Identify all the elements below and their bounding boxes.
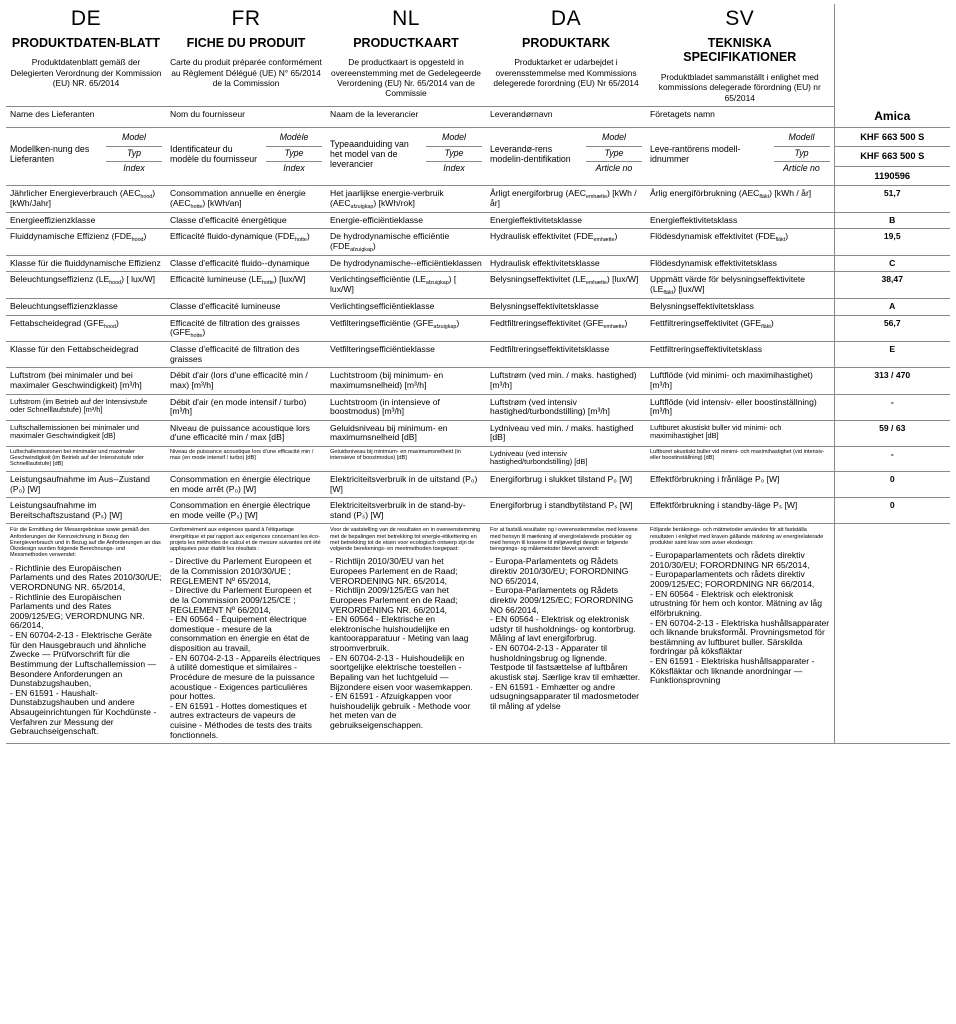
language-subtitle-da: Produktarket er udarbejdet i overensstemmelse med Kommissions delegerede forordning (EU) Nr 65/2014 bbox=[493, 57, 639, 88]
row-label-da-text: Leverandø-rens modelin-dentifikation bbox=[490, 143, 571, 164]
footnote-value-cell bbox=[834, 524, 950, 744]
row-label-da: Energiforbrug i standbytilstand Pₛ [W] bbox=[486, 498, 646, 524]
language-header-row bbox=[6, 4, 950, 106]
table-row bbox=[6, 342, 950, 368]
row-label-de: Luftschallemissionen bei minimaler und maximaler Geschwindigkeit [dB] bbox=[6, 420, 166, 446]
table-row bbox=[6, 471, 950, 497]
row-label-sv: Belysningseffektivitetsklass bbox=[646, 298, 834, 315]
row-label-nl: Geluidsniveau bij minimum- en maximumsnelheid [dB] bbox=[326, 420, 486, 446]
footnote-bullet: - Richtlinie des Europäischen Parlaments und des Rates 2010/30/UE; VERORDNUNG NR. 65/2014, bbox=[10, 562, 162, 592]
row-label-nl: Verlichtingsefficiëntieklasse bbox=[326, 298, 486, 315]
row-value: E bbox=[834, 342, 950, 368]
row-sub-sv bbox=[774, 131, 830, 178]
footnote-bullet: - EN 60564 - Équipement électrique domestique - mesure de la consommation en énergie en état de disposition au travail, bbox=[170, 614, 310, 654]
row-sub-fr bbox=[266, 131, 322, 178]
sub-index: Index bbox=[443, 163, 465, 174]
row-label-nl: Het jaarlijkse energie-verbruik $(AEC_{afzuigkap})$ [kWh/rok] bbox=[326, 185, 486, 212]
row-label-nl: Verlichtingsefficiëntie $(LE_{afzuigkap})$ [ lux/W] bbox=[326, 272, 486, 299]
value-index: 1190596 bbox=[874, 170, 911, 181]
row-label-da: Energieffektivitetsklasse bbox=[486, 212, 646, 229]
sub-model: Model bbox=[586, 131, 642, 147]
row-label-da: Leverandørnavn bbox=[486, 106, 646, 127]
footnote-bullets-fr bbox=[170, 557, 322, 740]
row-label-fr: Classe d'efficacité de filtration des graisses bbox=[166, 342, 326, 368]
footnote-bullet: - EN 61591 - Afzuigkappen voor huishoudelijk gebruik - Methode voor het meten van de gebruikseigenschappen. bbox=[330, 691, 471, 731]
footnote-bullet: - EN 61591 - Hottes domestiques et autres extracteurs de vapeurs de cuisine - Méthodes de tests des traits fonctionnels. bbox=[170, 700, 312, 740]
row-label-fr: Niveau de puissance acoustique lors d'une efficacité min / max [dB] bbox=[166, 420, 326, 446]
table-row bbox=[6, 315, 950, 342]
row-value: 59 / 63 bbox=[834, 420, 950, 446]
row-value: - bbox=[834, 447, 950, 472]
row-label-fr: Débit d'air (lors d'une efficacité min / max) [m³/h] bbox=[166, 368, 326, 394]
footnote-bullet: - EN 61591 - Elektriska hushållsapparater - Köksfläktar och liknande anordningar — Funktionsprovning bbox=[650, 656, 815, 686]
row-label-fr: Consommation annuelle en énergie $(AEC_{hotte})$ [kWh/an] bbox=[166, 185, 326, 212]
value-model: KHF 663 500 S bbox=[835, 128, 951, 147]
row-label-nl: Luchtstroom (in intensieve of boostmodus) [m³/h] bbox=[326, 394, 486, 420]
table-row bbox=[6, 272, 950, 299]
footnote-sv bbox=[646, 524, 834, 744]
sub-typ: Type bbox=[586, 147, 642, 163]
sub-model: Model bbox=[426, 131, 482, 147]
row-label-fr bbox=[166, 127, 326, 185]
row-label-fr: Efficacité lumineuse $(LE_{hotte})$ [lux/W] bbox=[166, 272, 326, 299]
footnote-bullet: - EN 60704-2-13 - Huishoudelijk en soortgelijke elektrische toestellen - Bepaling van het luchtgeluid — Bijzondere eisen voor wasemkappen. bbox=[330, 652, 473, 692]
row-label-nl: De hydrodynamische efficiëntie $(FDE_{afzuigkap})$ bbox=[326, 229, 486, 256]
row-label-da: Belysningseffektivitetsklasse bbox=[486, 298, 646, 315]
row-label-sv: Flödesdynamisk effektivitet $(FDE_{fläkt})$ bbox=[646, 229, 834, 256]
language-header-da bbox=[486, 4, 646, 106]
row-label-de: Name des Lieferanten bbox=[6, 106, 166, 127]
sub-typ: Typ bbox=[774, 147, 830, 163]
language-subtitle-sv: Produktbladet sammanställt i enlighet med kommissions delegerade förordning (EU) nr 65/2014 bbox=[658, 72, 821, 103]
row-value: 0 bbox=[834, 471, 950, 497]
footnotes-row bbox=[6, 524, 950, 744]
row-label-da: Fedtfiltreringseffektivitet $(GFE_{emhætte})$ bbox=[486, 315, 646, 342]
sub-model: Modèle bbox=[266, 131, 322, 147]
footnote-intro-da: For at fastslå resultater og i overensstemmelse med kravene med hensyn til mærkning af energirelaterede produkter og med hensyn til kravene til miljøvenligt design er følgende beregnings- og målemetoder blevet anvendt: bbox=[490, 527, 638, 553]
row-label-nl bbox=[326, 127, 486, 185]
table-row bbox=[6, 447, 950, 472]
row-label-da: Belysningseffektivitet $(LE_{emhætte})$ [lux/W] bbox=[486, 272, 646, 299]
row-label-nl: De hydrodynamische--efficiëntieklassen bbox=[326, 255, 486, 272]
row-value: 51,7 bbox=[834, 185, 950, 212]
row-label-nl: Naam de la leverancier bbox=[326, 106, 486, 127]
language-subtitle-de: Produktdatenblatt gemäß der Delegierten Verordnung der Kommission (EU) NR. 65/2014 bbox=[10, 57, 162, 88]
row-label-fr-text: Identificateur du modèle du fournisseur bbox=[170, 143, 258, 164]
language-header-nl bbox=[326, 4, 486, 106]
row-value: 313 / 470 bbox=[834, 368, 950, 394]
sub-article-no: Article no bbox=[595, 163, 633, 174]
row-label-da: Hydraulisk effektivitetsklasse bbox=[486, 255, 646, 272]
row-label-nl: Vetfilteringsefficiëntie $(GFE_{afzuigkap})$ bbox=[326, 315, 486, 342]
row-label-sv: Effektförbrukning i frånläge P₀ [W] bbox=[646, 471, 834, 497]
row-label-de: Fettabscheidegrad $(GFE_{hood})$ bbox=[6, 315, 166, 342]
row-label-da: Luftstrøm (ved min. / maks. hastighed) [m³/h] bbox=[486, 368, 646, 394]
row-label-fr: Consommation en énergie électrique en mode veille (Pₛ) [W] bbox=[166, 498, 326, 524]
language-code-da: DA bbox=[550, 7, 582, 30]
row-label-da: Lydniveau ved min. / maks. hastighed [dB] bbox=[486, 420, 646, 446]
row-label-fr: Efficacité de filtration des graisses $(GFE_{hotte})$ bbox=[166, 315, 326, 342]
footnote-bullet: - Directive du Parlement Europeen et de la Commission 2009/125/CE ; REGLEMENT Nº 66/2014, bbox=[170, 585, 312, 615]
row-label-fr: Débit d'air (en mode intensif / turbo) [m³/h] bbox=[166, 394, 326, 420]
language-code-nl: NL bbox=[392, 7, 420, 30]
row-label-da: Hydraulisk effektivitet $(FDE_{emhætte})$ bbox=[486, 229, 646, 256]
footnote-nl bbox=[326, 524, 486, 744]
table-row bbox=[6, 255, 950, 272]
row-label-de: Energieeffizienzklasse bbox=[6, 212, 166, 229]
language-title-da: PRODUKTARK bbox=[522, 35, 610, 50]
sub-typ: Type bbox=[266, 147, 322, 163]
footnote-bullet: - Richtlijn 2009/125/EG van het Europees Parlement en de Raad; VERORDENING NR. 66/2014, bbox=[330, 585, 458, 615]
row-sub-da bbox=[586, 131, 642, 178]
row-label-da: Energiforbrug i slukket tilstand P₀ [W] bbox=[486, 471, 646, 497]
row-label-sv: Luftflöde (vid minimi- och maximihastighet) [m³/h] bbox=[646, 368, 834, 394]
row-value: B bbox=[834, 212, 950, 229]
language-code-sv: SV bbox=[725, 7, 755, 30]
language-title-sv: TEKNISKA SPECIFIKATIONER bbox=[683, 35, 797, 65]
footnote-fr bbox=[166, 524, 326, 744]
row-value-group bbox=[834, 127, 950, 185]
footnote-bullet: - EN 60704-2-13 - Elektriska hushållsapparater och liknande bruksformål. Provningsmetod för bestämning av luftburet buller. Särskilda fordringar på köksfläktar bbox=[650, 617, 830, 657]
table-row bbox=[6, 229, 950, 256]
row-label-de: Klasse für die fluiddynamische Effizienz bbox=[6, 255, 166, 272]
row-value: 56,7 bbox=[834, 315, 950, 342]
row-label-de-text: Modellken-nung des Lieferanten bbox=[10, 143, 90, 164]
footnote-de bbox=[6, 524, 166, 744]
row-value: A bbox=[834, 298, 950, 315]
footnote-bullet: - EN 60704-2-13 - Appareils électriques à utilité domestique et similaires - Procédure de mesure de la puissance acoustique - Exigences particulières pour hottes. bbox=[170, 652, 321, 702]
sub-typ: Typ bbox=[106, 147, 162, 163]
row-label-da bbox=[486, 127, 646, 185]
language-subtitle-nl: De productkaart is opgesteld in overeenstemming met de Gedelegeerde Verordening (EU) Nr. 65/2014 van de Commissie bbox=[331, 57, 481, 99]
footnote-intro-fr: Conformément aux exigences quand à l'étiquetage énergétique et par rapport aux exigences concernant les éco-projets les méthodes de calcul et de mesure suivantes ont été appliquées pour établir les résultats : bbox=[170, 527, 321, 553]
table-row bbox=[6, 106, 950, 127]
row-label-sv: Luftburet akustiskt buller vid minimi- och maximihastighet (vid intensiv- eller boostinställning) [dB] bbox=[646, 447, 834, 472]
table-row bbox=[6, 498, 950, 524]
row-label-de bbox=[6, 127, 166, 185]
row-label-nl: Energie-efficiëntieklasse bbox=[326, 212, 486, 229]
row-value: Amica bbox=[834, 106, 950, 127]
row-label-de: Luftstrom (bei minimaler und bei maximaler Geschwindigkeit) [m³/h] bbox=[6, 368, 166, 394]
row-label-fr: Classe d'efficacité énergétique bbox=[166, 212, 326, 229]
footnote-da bbox=[486, 524, 646, 744]
row-label-de: Beleuchtungseffizienzklasse bbox=[6, 298, 166, 315]
footnote-bullet: - Richtlijn 2010/30/EU van het Europees Parlement en de Raad; VERORDENING NR. 65/2014, bbox=[330, 556, 458, 586]
row-label-fr: Efficacité fluido-dynamique $(FDE_{hotte})$ bbox=[166, 229, 326, 256]
sub-index: Index bbox=[123, 163, 145, 174]
table-row bbox=[6, 185, 950, 212]
value-typ: KHF 663 500 S bbox=[835, 147, 951, 166]
row-label-sv: Fettfiltreringseffektivitet $(GFE_{fläkt})$ bbox=[646, 315, 834, 342]
footnote-bullet: - Directive du Parlement Europeen et de la Commission 2010/30/UE ; REGLEMENT Nº 65/2014, bbox=[170, 556, 312, 586]
row-label-nl-text: Typeaanduiding van het model van de leverancier bbox=[330, 138, 409, 169]
row-label-sv: Årlig energiförbrukning $(AEC_{fläkt})$ [kWh / år] bbox=[646, 185, 834, 212]
footnote-bullet: - EN 61591 - Haushalt-Dunstabzugshauben und andere Absaugeinrichtungen für Kochdünste - Verfahren zur Messung der Gebrauchseigenschaft. bbox=[10, 687, 157, 737]
product-specification-table bbox=[6, 4, 950, 744]
footnote-bullet: - Europaparlamentets och rådets direktiv 2010/30/EU; FORORDNING NR 65/2014, bbox=[650, 550, 810, 570]
language-subtitle-fr: Carte du produit préparée conformément au Règlement Délégué (UE) N° 65/2014 de la Commission bbox=[170, 57, 322, 88]
row-sub-nl bbox=[426, 131, 482, 178]
row-label-nl: Luchtstroom (bij minimum- en maximumsnelheid) [m³/h] bbox=[326, 368, 486, 394]
row-label-nl: Elektriciteitsverbruik in de uitstand (P₀) [W] bbox=[326, 471, 486, 497]
row-label-de: Luftschallemissionen bei minimaler und maximaler Geschwindigkeit (im Betrieb auf der Intensivstufe oder Schnelllaufstufe) [dB] bbox=[6, 447, 166, 472]
row-label-sv: Uppmätt värde för belysningseffektivitete $(LE_{fläkt})$ [lux/W] bbox=[646, 272, 834, 299]
footnote-bullet: - EN 60564 - Elektrische en elektronische huishoudelijke en kantoorapparatuur - Meting van laag stroomverbruik. bbox=[330, 614, 469, 654]
row-label-nl: Geluidsniveau bij minimum- en maximumsnelheid (in intensieve of boostmodus) [dB] bbox=[326, 447, 486, 472]
language-code-fr: FR bbox=[231, 7, 261, 30]
language-title-fr: FICHE DU PRODUIT bbox=[186, 35, 306, 50]
sub-model: Model bbox=[106, 131, 162, 147]
row-label-sv bbox=[646, 127, 834, 185]
footnote-bullets-sv bbox=[650, 551, 830, 686]
row-label-sv: Luftburet akustiskt buller vid minimi- och maximihastighet [dB] bbox=[646, 420, 834, 446]
row-label-da: Luftstrøm (ved intensiv hastighed/turbondstilling) [m³/h] bbox=[486, 394, 646, 420]
row-label-fr: Nom du fournisseur bbox=[166, 106, 326, 127]
row-label-fr: Classe d'efficacité lumineuse bbox=[166, 298, 326, 315]
row-label-de: Leistungsaufnahme im Aus--Zustand (P₀) [W] bbox=[6, 471, 166, 497]
table-row bbox=[6, 394, 950, 420]
row-label-sv: Flödesdynamisk effektivitetsklass bbox=[646, 255, 834, 272]
footnote-bullet: - EN 61591 - Emhætter og andre udsugningsapparater til madosmetoder til måling af ydelse bbox=[490, 681, 640, 711]
row-value: 0 bbox=[834, 498, 950, 524]
language-code-de: DE bbox=[70, 7, 102, 30]
table-row bbox=[6, 212, 950, 229]
footnote-bullet: - EN 60704-2-13 - Apparater til husholdningsbrug og lignende. Testpode til fastsættelse af luftbåren akustisk støj. Særlige krav til emhætter. bbox=[490, 643, 640, 682]
row-value: 19,5 bbox=[834, 229, 950, 256]
table-row bbox=[6, 298, 950, 315]
footnote-bullets-nl bbox=[330, 557, 482, 730]
language-title-nl: PRODUCTKAART bbox=[353, 35, 459, 50]
language-header-de bbox=[6, 4, 166, 106]
footnote-bullet: - EN 60564 - Elektrisk och elektronisk utrustning för hem och kontor. Mätning av låg elförbrukning. bbox=[650, 588, 822, 618]
row-label-sv: Fettfiltreringseffektivitetsklass bbox=[646, 342, 834, 368]
row-label-sv-text: Leve-rantörens modell-idnummer bbox=[650, 143, 741, 164]
row-label-fr: Classe d'efficacité fluido--dynamique bbox=[166, 255, 326, 272]
row-label-da: Årligt energiforbrug $(AEC_{emhætte})$ [kWh / år] bbox=[486, 185, 646, 212]
row-label-da: Lydniveau (ved intensiv hastighed/turbondstilling) [dB] bbox=[486, 447, 646, 472]
sub-article-no: Article no bbox=[783, 163, 820, 174]
language-header-fr bbox=[166, 4, 326, 106]
sub-index: Index bbox=[283, 163, 305, 174]
row-value: - bbox=[834, 394, 950, 420]
footnote-bullets-da bbox=[490, 557, 642, 711]
row-label-sv: Företagets namn bbox=[646, 106, 834, 127]
row-label-fr: Niveau de puissance acoustique lors d'une efficacité min / max (en mode intensif / turbo) [dB] bbox=[166, 447, 326, 472]
row-label-de: Klasse für den Fettabscheidegrad bbox=[6, 342, 166, 368]
footnote-bullets-de bbox=[10, 564, 162, 737]
table-row bbox=[6, 368, 950, 394]
language-title-de: PRODUKTDATEN-BLATT bbox=[11, 35, 161, 50]
row-label-de: Beleuchtungseffizienz $(LE_{hood})$ [ lux/W] bbox=[6, 272, 166, 299]
language-header-sv bbox=[646, 4, 834, 106]
footnote-bullet: - Europa-Parlamentets og Rådets direktiv 2010/30/EU; FORORDNING NO 65/2014, bbox=[490, 556, 629, 586]
sub-model: Modell bbox=[774, 131, 830, 147]
row-label-de: Luftstrom (im Betrieb auf der Intensivstufe oder Schnelllaufstufe) [m³/h] bbox=[6, 394, 166, 420]
value-header-cell bbox=[834, 4, 950, 106]
footnote-bullet: - Europa-Parlamentets og Rådets direktiv 2009/125/EC; FORORDNING NO 66/2014, bbox=[490, 585, 634, 615]
row-label-de: Fluiddynamische Effizienz $(FDE_{hood})$ bbox=[6, 229, 166, 256]
footnote-bullet: - Europaparlamentets och rådets direktiv 2009/125/EC; FORORDNING NR 66/2014, bbox=[650, 569, 815, 590]
row-label-de: Leistungsaufnahme im Bereitschaftszustand (Pₛ) [W] bbox=[6, 498, 166, 524]
row-label-sv: Luftflöde (vid intensiv- eller boostinställning) [m³/h] bbox=[646, 394, 834, 420]
footnote-bullet: - Richtlinie des Europäischen Parlaments und des Rates 2009/125/EG; VERORDNUNG NR. 66/2014, bbox=[10, 591, 145, 631]
row-label-nl: Elektriciteitsverbruik in de stand-by-stand (Pₛ) [W] bbox=[326, 498, 486, 524]
row-value: C bbox=[834, 255, 950, 272]
row-label-da: Fedtfiltreringseffektivitetsklasse bbox=[486, 342, 646, 368]
table-row-model-identifier bbox=[6, 127, 950, 185]
footnote-bullet: - EN 60564 - Elektrisk og elektronisk udstyr til husholdnings- og kontorbrug. Måling af lavt energiforbrug. bbox=[490, 614, 636, 644]
footnote-intro-nl: Voor de vaststelling van de resultaten en in overeenstemming met de bepalingen met betrekking tot energie-etikettering en met betrekking tot de eisen voor ecologisch ontwerp zijn de volgende berekenings- en meetmethoden toegepast: bbox=[330, 527, 481, 553]
row-sub-de bbox=[106, 131, 162, 178]
footnote-intro-sv: Följande beräknings- och mätmetoder användes för att fastställa resultaten i enlighet med kraven gällande märkning av energirelaterade produkter samt krav som avser ekodesign: bbox=[650, 527, 824, 546]
row-label-sv: Effektförbrukning i standby-läge Pₛ [W] bbox=[646, 498, 834, 524]
footnote-bullet: - EN 60704-2-13 - Elektrische Geräte für den Hausgebrauch und ähnliche Zwecke — Prüfvorschrift für die Bestimmung der Luftschallemission — Besondere Anforderungen an Dunstabzugshauben, bbox=[10, 630, 157, 689]
row-label-de: Jährlicher Energieverbrauch $(AEC_{hood})$ [kWh/Jahr] bbox=[6, 185, 166, 212]
row-label-sv: Energieffektivitetsklass bbox=[646, 212, 834, 229]
row-label-fr: Consommation en énergie électrique en mode arrêt (P₀) [W] bbox=[166, 471, 326, 497]
row-label-nl: Vetfilteringsefficiëntieklasse bbox=[326, 342, 486, 368]
table-row bbox=[6, 420, 950, 446]
footnote-intro-de: Für die Ermittlung der Messergebnisse sowie gemäß den Anforderungen der Kennzeichnung in Bezug den Energieverbrauch und in Bezug auf die Anforderungen an das Ökodesign wurden folgende Berechnungs- und Messmethoden verwendet: bbox=[10, 527, 161, 559]
sub-typ: Type bbox=[426, 147, 482, 163]
row-value: 38,47 bbox=[834, 272, 950, 299]
